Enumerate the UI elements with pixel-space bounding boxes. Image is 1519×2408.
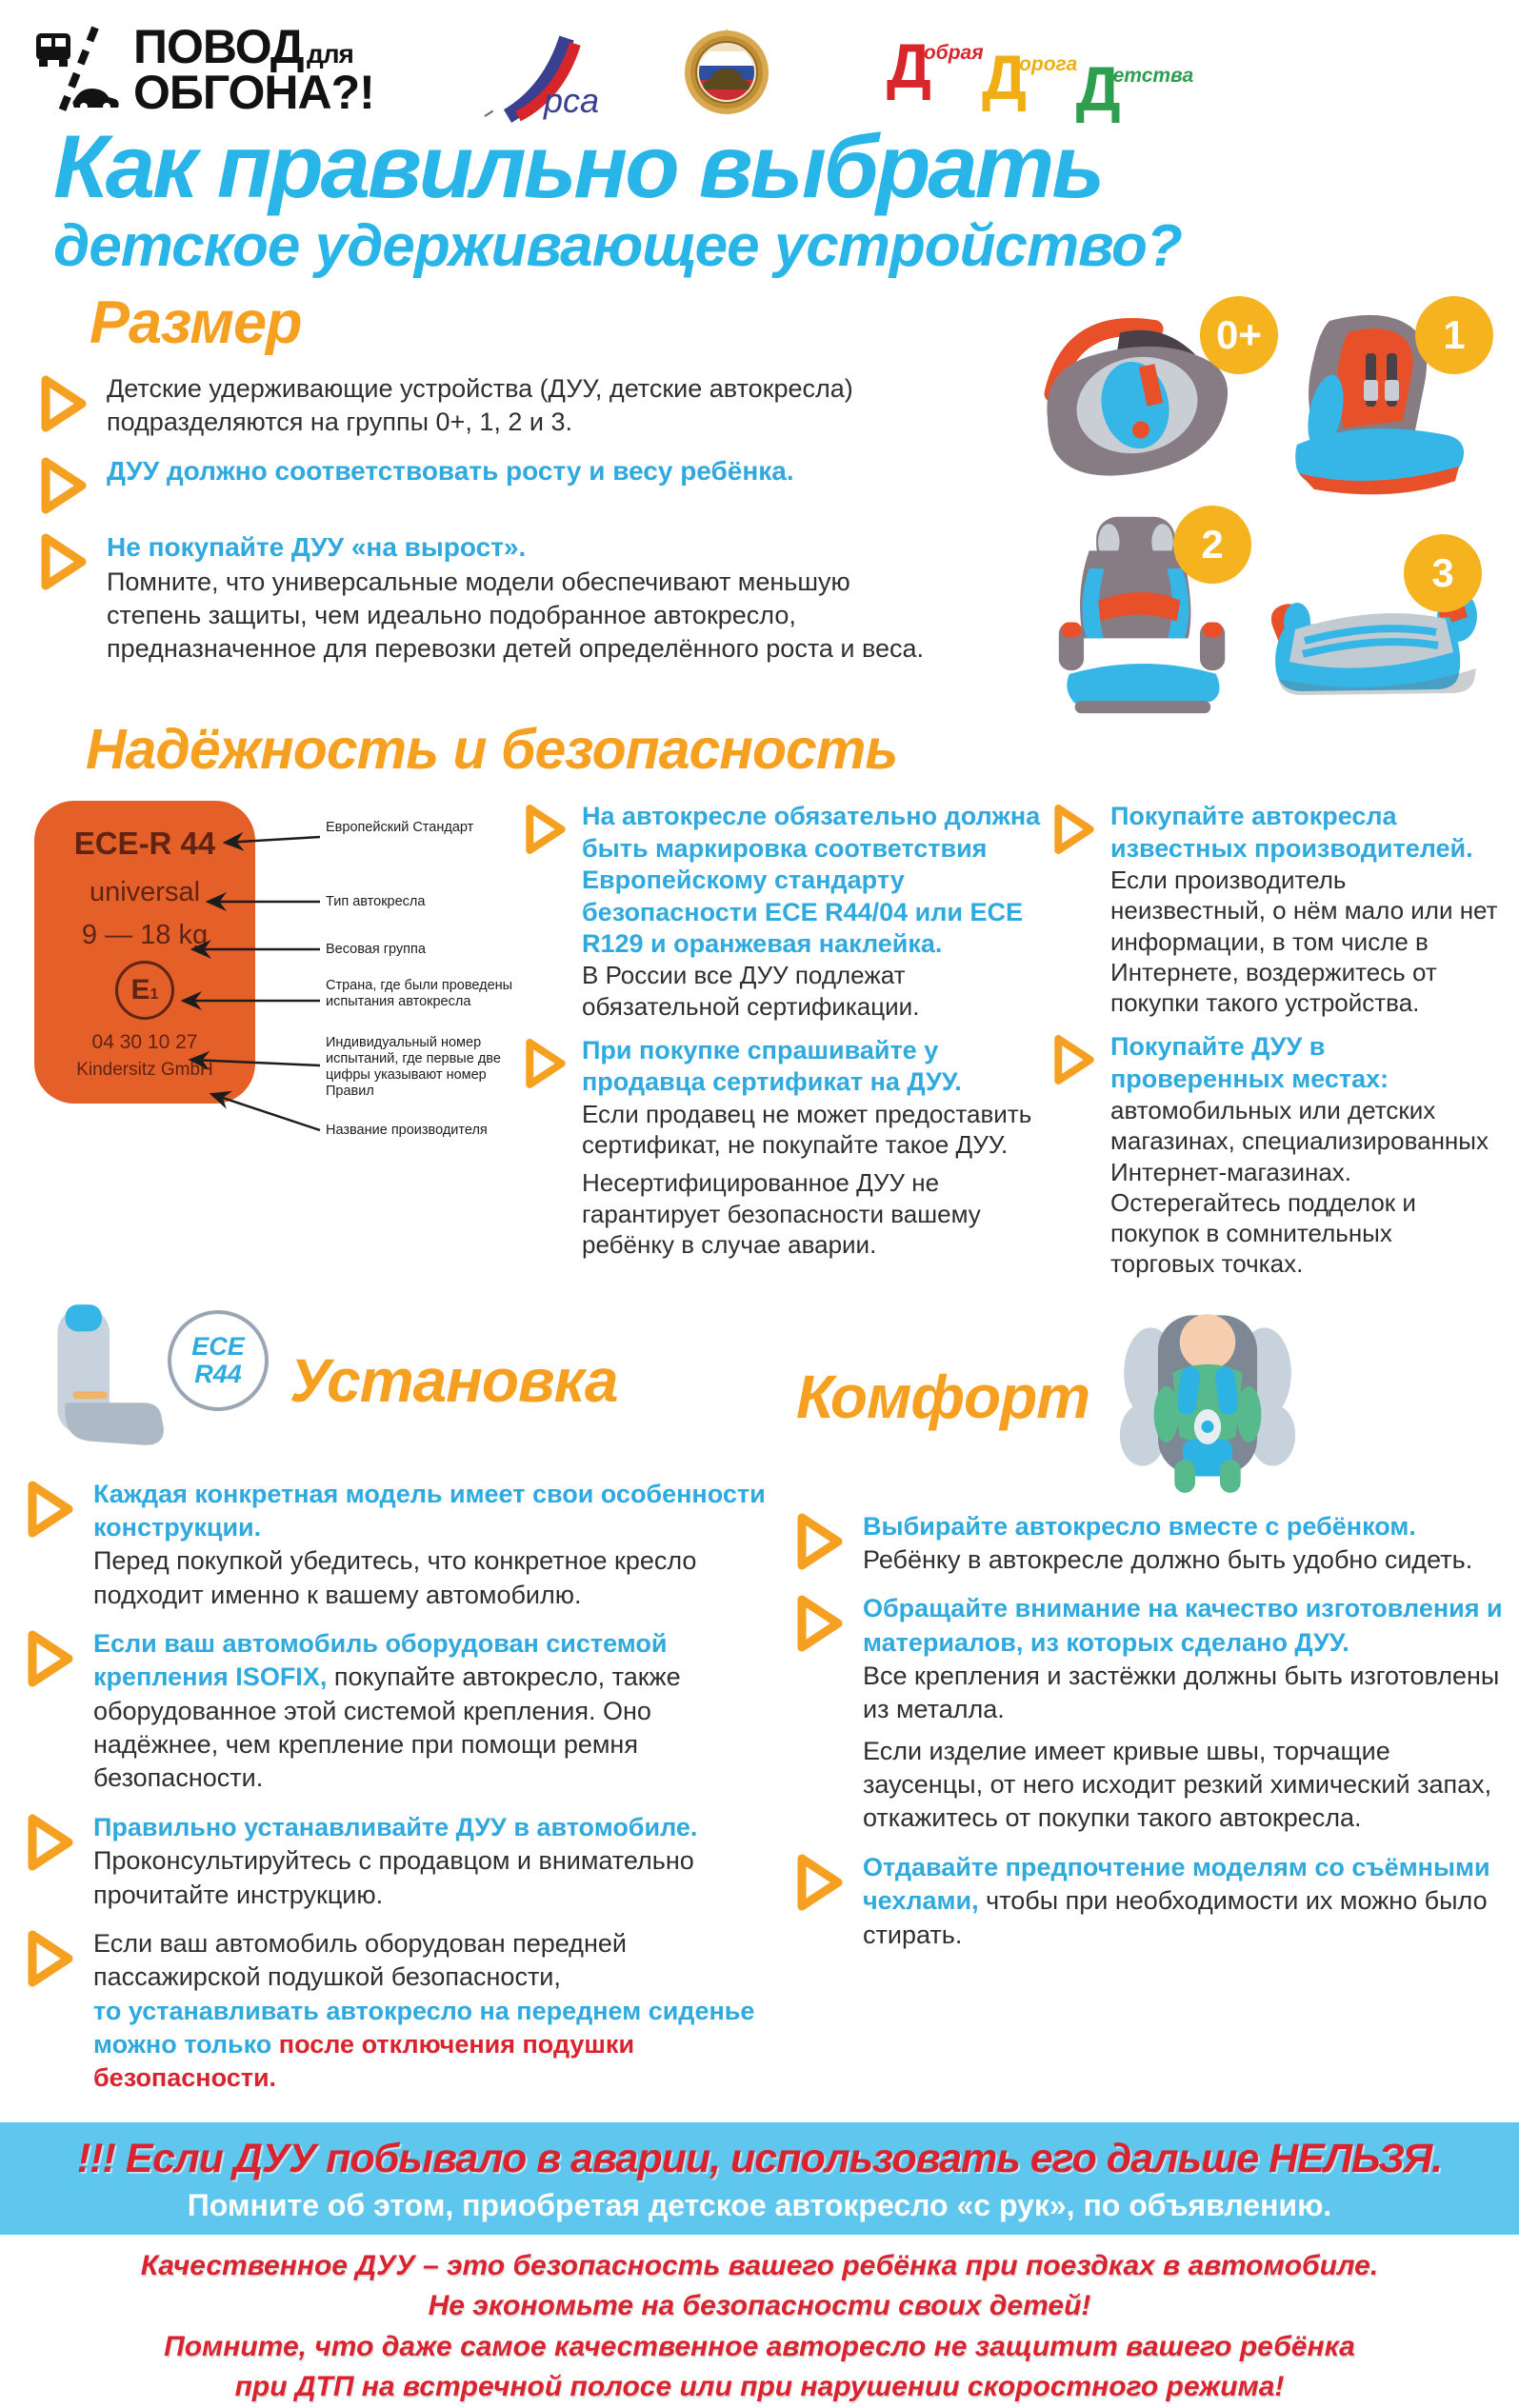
seat-group-1-card: [1267, 300, 1495, 506]
airbag-bullet-red: после отключения подушки безопасности.: [93, 2029, 635, 2093]
bullet-triangle-icon: [796, 1512, 844, 1571]
bullet-triangle-icon: [40, 456, 88, 515]
ddd-word-2: орога: [1019, 53, 1078, 75]
known-brands-bullet-text: Если производитель неизвестный, о нём мало или нет информации, в том числе в Интернете, воздержитесь от покупки такого устройства.: [1110, 866, 1498, 1017]
ece-weight-text: 9 — 18 kg: [81, 920, 209, 951]
group-2-badge: 2: [1173, 506, 1251, 584]
warning-line-2: Помните об этом, приобретая детское автокресло «с рук», по объявлению.: [187, 2187, 1332, 2222]
bullet-item: [525, 1035, 1044, 1260]
ece-label-diagram: [34, 787, 515, 1203]
bullet-triangle-icon: [1053, 803, 1095, 856]
povod-dlya-obgona-logo: [32, 20, 374, 119]
reliability-heading: Надёжность и безопасность: [86, 718, 898, 782]
size-bullet-1-text: Детские удерживающие устройства (ДУУ, детские автокресла) подразделяются на группы 0+, 1, 2 и 3.: [107, 374, 853, 437]
main-title: [0, 116, 1519, 279]
ece-annotation-1: Европейский Стандарт: [326, 820, 474, 836]
ddd-letter-2: Д: [982, 42, 1028, 112]
bullet-triangle-icon: [525, 803, 567, 856]
bullet-triangle-icon: [27, 1480, 74, 1539]
comfort-heading: Комфорт: [796, 1362, 1090, 1431]
ddd-logo: [886, 30, 1228, 124]
seat-group-2-card: [1036, 513, 1248, 715]
footer-line-3: Помните, что даже самое качественное авторесло не защитит вашего ребёнка: [164, 2330, 1355, 2362]
ddd-letter-3: Д: [1075, 53, 1121, 124]
car-seat-icon: [27, 1299, 187, 1463]
ddd-group-1: [886, 30, 991, 101]
title-line-1: Как правильно выбрать: [53, 116, 1103, 216]
ddd-word-3: етства: [1112, 65, 1194, 87]
ddd-group-3: [1075, 53, 1202, 124]
bullet-item: [40, 372, 1011, 439]
marking-bullet-text: В России все ДУУ подлежат обязательной сертификации.: [582, 961, 920, 1021]
size-bullet-3-lead: Не покупайте ДУУ «на вырост».: [107, 532, 527, 563]
ece-annotation-5: Индивидуальный номер испытаний, где первые две цифры указывают номер Правил: [326, 1035, 501, 1100]
bullet-item: [796, 1851, 1504, 1952]
installation-header: [27, 1299, 769, 1463]
installation-comfort-row: [0, 1299, 1519, 2111]
child-in-seat-icon: [1114, 1299, 1301, 1495]
ece-annotation-6: Название производителя: [326, 1123, 488, 1139]
bullet-item: [40, 454, 1011, 515]
bullet-triangle-icon: [40, 374, 88, 433]
isofix-text: покупайте автокресло, также оборудованное этой системой крепления. Оно надёжнее, чем крепление при помощи ремня безопасности.: [93, 1662, 681, 1793]
bullet-item: [27, 1927, 769, 2096]
bullet-triangle-icon: [796, 1594, 844, 1653]
warning-line-1: !!! Если ДУУ побывало в аварии, использовать его дальше НЕЛЬЗЯ.: [76, 2135, 1443, 2181]
comfort-section: [769, 1299, 1519, 2111]
airbag-bullet-text: Если ваш автомобиль оборудован передней пассажирской подушкой безопасности,: [93, 1928, 627, 1992]
ece-test-number: 04 30 10 27: [91, 1031, 198, 1054]
bullet-triangle-icon: [525, 1037, 567, 1090]
bullet-item: [27, 1478, 769, 1612]
footer-line-1: Качественное ДУУ – это безопасность вашего ребёнка при поездках в автомобиле.: [140, 2249, 1379, 2281]
bullet-triangle-icon: [796, 1853, 844, 1912]
bullet-item: [796, 1510, 1504, 1578]
group-0-badge: 0+: [1200, 296, 1278, 374]
ece-annotation-2: Тип автокресла: [326, 894, 426, 910]
seat-group-0-card: [1025, 292, 1265, 509]
ece-manufacturer: Kindersitz GmbH: [76, 1060, 213, 1081]
size-heading: Размер: [90, 289, 302, 357]
marking-bullet-lead: На автокресле обязательно должна быть маркировка соответствия Европейскому стандарту безопасности ECE R44/04 или ECE R129 и оранжевая наклейка.: [582, 802, 1041, 958]
install-correctly-lead: Правильно устанавливайте ДУУ в автомобиле.: [93, 1812, 698, 1841]
bullet-triangle-icon: [40, 532, 88, 591]
isofix-lead: Если ваш автомобиль оборудован системой крепления ISOFIX,: [93, 1628, 668, 1692]
footer: [0, 2235, 1519, 2408]
ece-standard-text: ECE-R 44: [73, 826, 216, 862]
ddd-group-2: [982, 42, 1085, 112]
airbag-bullet-blue: то устанавливать автокресло на переднем сиденье можно только: [93, 1996, 755, 2059]
seat-group-3-card: [1251, 550, 1499, 713]
seat-groups-illustrations: [1011, 289, 1502, 715]
ece-r44-badge: [168, 1310, 269, 1411]
footer-line-2: Не экономьте на безопасности своих детей!: [428, 2290, 1091, 2322]
bullet-item: [40, 530, 1011, 666]
gibdd-emblem-icon: [681, 25, 772, 116]
certificate-bullet-text-2: Несертифицированное ДУУ не гарантирует безопасности вашему ребёнку в случае аварии.: [582, 1168, 981, 1259]
trusted-places-bullet-text: автомобильных или детских магазинах, специализированных Интернет-магазинах. Остерегайтесь подделок и покупок в сомнительных торговых точках.: [1110, 1096, 1489, 1279]
trusted-places-bullet-lead: Покупайте ДУУ в проверенных местах:: [1110, 1032, 1389, 1093]
ece-annotation-3: Весовая группа: [326, 942, 426, 958]
bullet-item: [1053, 1031, 1502, 1279]
reliability-col-2: [1053, 787, 1519, 1292]
bullet-item: [796, 1592, 1504, 1836]
install-correctly-text: Проконсультируйтесь с продавцом и внимательно прочитайте инструкцию.: [93, 1846, 694, 1909]
bullet-triangle-icon: [1053, 1033, 1095, 1086]
povod-vehicles-icon: [32, 26, 120, 115]
ece-badge-line-2: R44: [194, 1359, 242, 1388]
installation-section: [0, 1299, 769, 2111]
certificate-bullet-lead: При покупке спрашивайте у продавца сертификат на ДУУ.: [582, 1035, 962, 1097]
choose-together-text: Ребёнку в автокресле должно быть удобно сидеть.: [863, 1544, 1473, 1574]
model-features-lead: Каждая конкретная модель имеет свои особенности конструкции.: [93, 1479, 766, 1542]
rsa-label: рса: [543, 81, 599, 120]
size-section: [0, 285, 1011, 715]
installation-heading: Установка: [290, 1345, 618, 1415]
povod-word-bottom: ОБГОНА?!: [133, 65, 374, 119]
povod-word-small: для: [307, 39, 353, 69]
removable-covers-text: чтобы при необходимости их можно было стирать.: [863, 1886, 1488, 1949]
reliability-col-1: [525, 787, 1044, 1292]
rsa-logo: [479, 29, 605, 120]
bullet-triangle-icon: [27, 1813, 74, 1872]
model-features-text: Перед покупкой убедитесь, что конкретное кресло подходит именно к вашему автомобилю.: [93, 1546, 697, 1609]
ece-universal-text: universal: [89, 877, 201, 908]
bullet-item: [1053, 801, 1502, 1018]
bullet-item: [27, 1627, 769, 1796]
size-bullet-2-text: ДУУ должно соответствовать росту и весу ребёнка.: [107, 456, 794, 487]
quality-text-2: Если изделие имеет кривые швы, торчащие заусенцы, от него исходит резкий химический запах, откажитесь от покупки такого автокресла.: [863, 1736, 1492, 1833]
ddd-letter-1: Д: [886, 30, 931, 101]
quality-lead: Обращайте внимание на качество изготовления и материалов, из которых сделано ДУУ.: [863, 1594, 1503, 1657]
bullet-triangle-icon: [27, 1629, 74, 1688]
povod-word-top: ПОВОД: [133, 20, 304, 73]
title-line-2: детское удерживающее устройство?: [53, 213, 1182, 279]
certificate-bullet-text-1: Если продавец не может предоставить сертификат, не покупайте такое ДУУ.: [582, 1099, 1032, 1160]
bullet-triangle-icon: [27, 1929, 74, 1988]
size-section-row: [0, 285, 1519, 715]
header: [0, 0, 1519, 124]
known-brands-bullet-lead: Покупайте автокресла известных производителей.: [1110, 802, 1473, 863]
bullet-item: [27, 1811, 769, 1912]
quality-text-1: Все крепления и застёжки должны быть изготовлены из металла.: [863, 1661, 1500, 1724]
removable-covers-lead: Отдавайте предпочтение моделям со съёмными чехлами,: [863, 1852, 1490, 1916]
ece-badge-line-1: ECE: [191, 1332, 245, 1362]
bullet-item: [525, 801, 1044, 1022]
choose-together-lead: Выбирайте автокресло вместе с ребёнком.: [863, 1511, 1416, 1541]
ece-circle-number: 1: [150, 986, 159, 1004]
group-3-badge: 3: [1404, 534, 1482, 612]
ddd-word-1: обрая: [923, 42, 984, 64]
comfort-header: [796, 1299, 1504, 1495]
ece-circle-letter: E: [130, 974, 150, 1006]
povod-logo-text: [133, 20, 374, 119]
reliability-columns: [0, 787, 1519, 1292]
ece-annotation-4: Страна, где были проведены испытания автокресла: [326, 978, 513, 1010]
footer-line-4: при ДТП на встречной полосе или при нарушении скоростного режима!: [234, 2371, 1285, 2403]
size-bullet-3-text: Помните, что универсальные модели обеспечивают меньшую степень защиты, чем идеально подобранное автокресло, предназначенное для перевозки детей определённого роста и веса.: [107, 567, 925, 663]
group-1-badge: 1: [1415, 296, 1493, 374]
warning-banner: [0, 2122, 1519, 2235]
